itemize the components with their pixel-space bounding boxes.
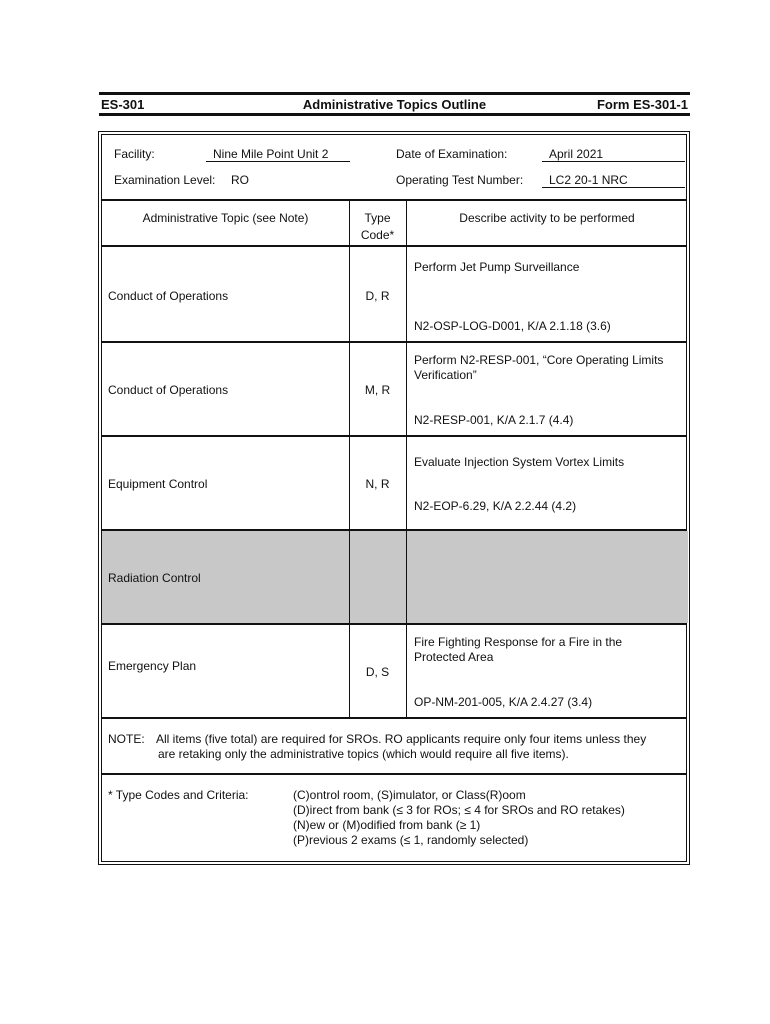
column-header-divider xyxy=(102,245,686,247)
row-topic: Emergency Plan xyxy=(108,659,197,673)
row-reference: N2-OSP-LOG-D001, K/A 2.1.18 (3.6) xyxy=(414,319,611,333)
row-topic: Conduct of Operations xyxy=(108,383,229,397)
form-header xyxy=(99,92,690,116)
row-type-code: D, R xyxy=(365,289,390,303)
criteria-divider xyxy=(102,773,686,775)
facility-label: Facility: xyxy=(114,147,155,161)
note-text-line1: All items (five total) are required for SROs. RO applicants require only four items unless they xyxy=(156,732,647,746)
row-activity: Perform N2-RESP-001, “Core Operating Limits Verification” xyxy=(414,353,664,382)
date-value: April 2021 xyxy=(549,147,604,161)
column-header-type-line1: Type xyxy=(364,211,391,225)
form-series: ES-301 xyxy=(101,97,145,112)
criteria-item: (C)ontrol room, (S)imulator, or Class(R)oom xyxy=(293,788,526,802)
row-topic: Equipment Control xyxy=(108,477,208,491)
info-divider xyxy=(102,199,686,201)
row-type-code: D, S xyxy=(365,665,390,679)
column-divider-type xyxy=(349,200,350,717)
row-divider xyxy=(102,435,686,437)
row-type-code: N, R xyxy=(365,477,390,491)
date-underline xyxy=(542,161,685,162)
form-number: Form ES-301-1 xyxy=(596,97,688,112)
criteria-label: * Type Codes and Criteria: xyxy=(108,788,249,802)
form-title: Administrative Topics Outline xyxy=(302,97,487,112)
row-activity: Fire Fighting Response for a Fire in the Protected Area xyxy=(414,635,623,664)
form-inner-border xyxy=(101,134,687,862)
column-divider-activity xyxy=(406,200,407,717)
row-reference: OP-NM-201-005, K/A 2.4.27 (3.4) xyxy=(414,695,593,709)
level-value: RO xyxy=(231,173,249,187)
facility-underline xyxy=(206,161,350,162)
row-reference: N2-EOP-6.29, K/A 2.2.44 (4.2) xyxy=(414,499,577,513)
column-header-type-line2: Code* xyxy=(360,228,395,242)
test-number-underline xyxy=(542,187,685,188)
criteria-item: (P)revious 2 exams (≤ 1, randomly selected) xyxy=(293,833,529,847)
note-divider xyxy=(102,717,686,719)
row-reference: N2-RESP-001, K/A 2.1.7 (4.4) xyxy=(414,413,574,427)
row-topic: Radiation Control xyxy=(108,571,201,585)
criteria-item: (D)irect from bank (≤ 3 for ROs; ≤ 4 for SROs and RO retakes) xyxy=(293,803,625,817)
note-text-line2: are retaking only the administrative topics (which would require all five items). xyxy=(158,747,569,761)
row-divider xyxy=(102,623,686,625)
row-divider xyxy=(102,341,686,343)
row-topic: Conduct of Operations xyxy=(108,289,229,303)
row-type-code: M, R xyxy=(364,383,391,397)
column-header-activity: Describe activity to be performed xyxy=(459,211,635,225)
row-activity: Perform Jet Pump Surveillance xyxy=(414,260,580,274)
admin-topics-form xyxy=(98,131,690,865)
date-label: Date of Examination: xyxy=(396,147,508,161)
test-number-value: LC2 20-1 NRC xyxy=(549,173,628,187)
row-activity: Evaluate Injection System Vortex Limits xyxy=(414,455,625,469)
criteria-item: (N)ew or (M)odified from bank (≥ 1) xyxy=(293,818,481,832)
column-header-topic: Administrative Topic (see Note) xyxy=(142,211,309,225)
facility-value: Nine Mile Point Unit 2 xyxy=(213,147,329,161)
note-label: NOTE: xyxy=(108,732,145,746)
level-label: Examination Level: xyxy=(114,173,216,187)
test-number-label: Operating Test Number: xyxy=(396,173,524,187)
